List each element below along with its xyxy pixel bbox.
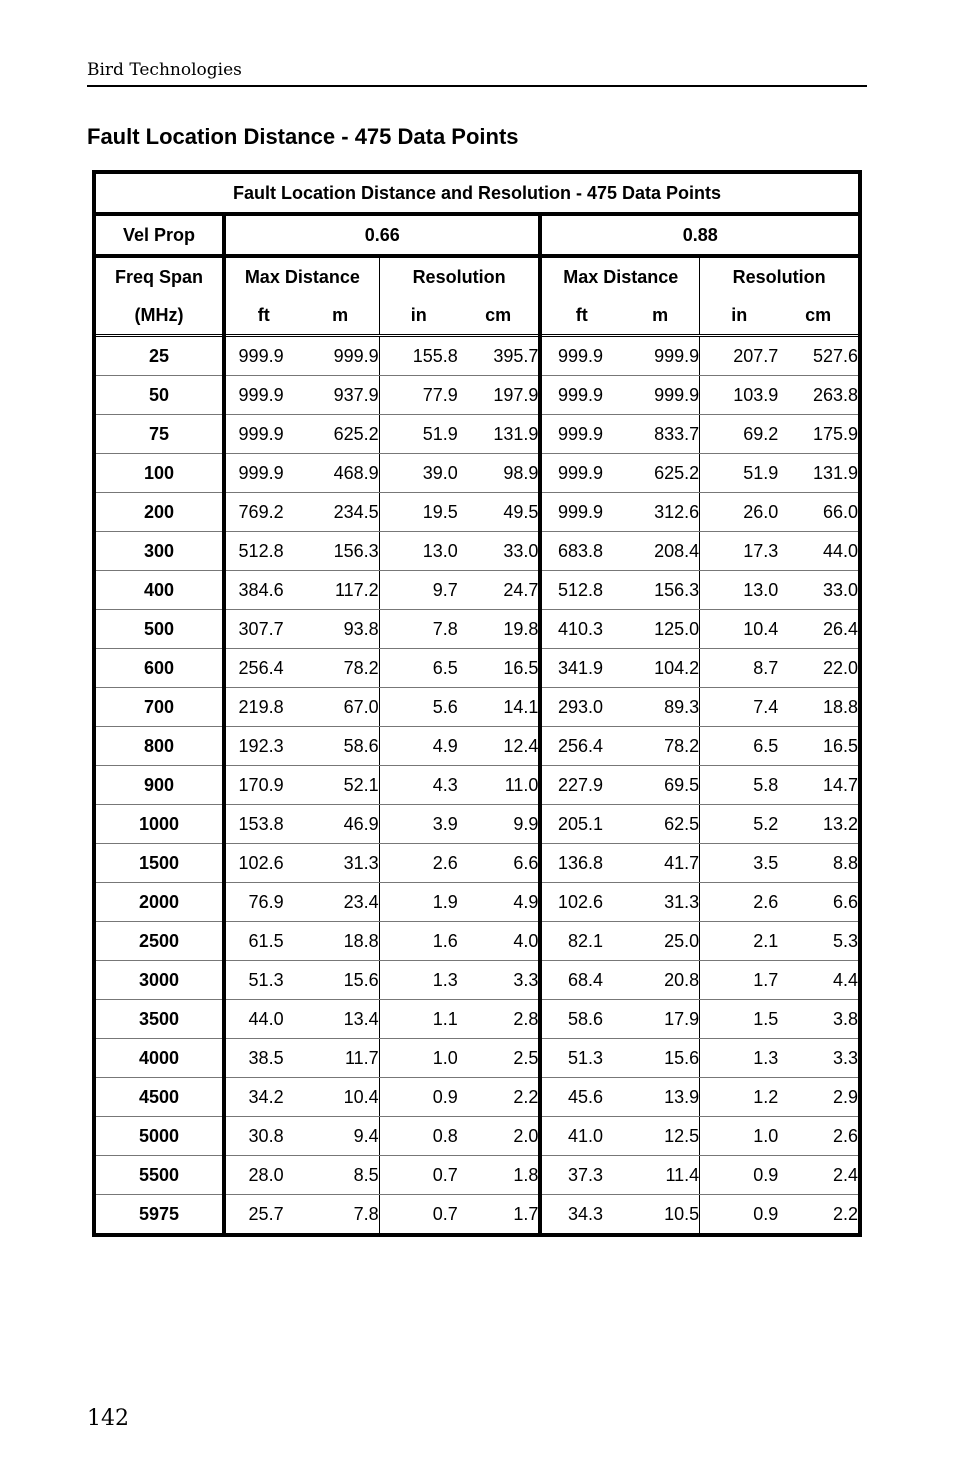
value-cell: 999.9 <box>540 376 621 415</box>
value-cell: 341.9 <box>540 649 621 688</box>
freq-cell: 3000 <box>94 961 224 1000</box>
table-row <box>94 493 860 532</box>
value-cell: 33.0 <box>458 532 541 571</box>
value-cell: 125.0 <box>621 610 700 649</box>
table-row <box>94 961 860 1000</box>
value-cell: 15.6 <box>302 961 380 1000</box>
table-row <box>94 415 860 454</box>
value-cell: 3.3 <box>778 1039 860 1078</box>
freq-cell: 100 <box>94 454 224 493</box>
value-cell: 227.9 <box>540 766 621 805</box>
freq-cell: 900 <box>94 766 224 805</box>
freq-cell: 5975 <box>94 1195 224 1236</box>
value-cell: 58.6 <box>540 1000 621 1039</box>
unit-label: cm <box>778 296 860 336</box>
value-cell: 8.5 <box>302 1156 380 1195</box>
group-label: Resolution <box>700 256 860 296</box>
value-cell: 11.0 <box>458 766 541 805</box>
value-cell: 1.2 <box>700 1078 779 1117</box>
table-row <box>94 1117 860 1156</box>
value-cell: 5.3 <box>778 922 860 961</box>
freq-cell: 4500 <box>94 1078 224 1117</box>
value-cell: 13.9 <box>621 1078 700 1117</box>
value-cell: 683.8 <box>540 532 621 571</box>
value-cell: 0.9 <box>379 1078 458 1117</box>
table-row <box>94 688 860 727</box>
value-cell: 156.3 <box>302 532 380 571</box>
value-cell: 9.4 <box>302 1117 380 1156</box>
value-cell: 58.6 <box>302 727 380 766</box>
value-cell: 395.7 <box>458 336 541 376</box>
value-cell: 7.8 <box>353 1203 379 1224</box>
unit-label: in <box>379 296 458 336</box>
value-cell: 68.4 <box>540 961 621 1000</box>
value-cell: 4.3 <box>379 766 458 805</box>
value-cell: 17.3 <box>700 532 779 571</box>
vel-prop-value: 0.88 <box>540 214 860 256</box>
value-cell: 192.3 <box>224 727 302 766</box>
value-cell: 4.0 <box>458 922 541 961</box>
value-cell: 49.5 <box>458 493 541 532</box>
value-cell: 2.9 <box>778 1078 860 1117</box>
value-cell: 67.0 <box>302 688 380 727</box>
table-row <box>94 649 860 688</box>
group-label: Max Distance <box>244 266 360 287</box>
freq-span-label: Freq Span <box>94 256 224 296</box>
value-cell: 1.5 <box>700 1000 779 1039</box>
value-cell: 999.9 <box>540 454 621 493</box>
value-cell: 625.2 <box>621 454 700 493</box>
value-cell: 0.9 <box>700 1195 779 1236</box>
value-cell: 5.8 <box>700 766 779 805</box>
value-cell: 205.1 <box>540 805 621 844</box>
value-cell: 10.5 <box>664 1203 700 1224</box>
value-cell: 6.5 <box>700 727 779 766</box>
value-cell: 12.5 <box>621 1117 700 1156</box>
value-cell: 6.6 <box>778 883 860 922</box>
value-cell: 999.9 <box>224 376 302 415</box>
table-row <box>94 1078 860 1117</box>
value-cell: 2.6 <box>379 844 458 883</box>
value-cell: 1.7 <box>458 1195 541 1236</box>
value-cell: 175.9 <box>778 415 860 454</box>
value-cell: 38.5 <box>224 1039 302 1078</box>
value-cell: 11.7 <box>302 1039 380 1078</box>
value-cell: 19.8 <box>458 610 541 649</box>
vel-prop-value: 0.66 <box>224 214 540 256</box>
value-cell: 41.0 <box>540 1117 621 1156</box>
value-cell: 78.2 <box>621 727 700 766</box>
fault-distance-table <box>92 170 862 1237</box>
value-cell: 1.1 <box>379 1000 458 1039</box>
value-cell: 23.4 <box>302 883 380 922</box>
value-cell: 0.7 <box>379 1156 458 1195</box>
value-cell: 13.4 <box>302 1000 380 1039</box>
table-row <box>94 805 860 844</box>
value-cell: 2.6 <box>700 883 779 922</box>
table-row <box>94 610 860 649</box>
value-cell: 22.0 <box>778 649 860 688</box>
value-cell: 999.9 <box>540 493 621 532</box>
value-cell: 170.9 <box>224 766 302 805</box>
value-cell: 207.7 <box>700 336 779 376</box>
value-cell: 0.8 <box>379 1117 458 1156</box>
value-cell: 12.4 <box>458 727 541 766</box>
value-cell: 1.6 <box>379 922 458 961</box>
value-cell: 208.4 <box>621 532 700 571</box>
unit-label: in <box>700 296 779 336</box>
value-cell: 15.6 <box>621 1039 700 1078</box>
value-cell: 51.3 <box>224 961 302 1000</box>
value-cell: 2.6 <box>778 1117 860 1156</box>
value-cell: 410.3 <box>540 610 621 649</box>
value-cell: 3.8 <box>778 1000 860 1039</box>
freq-cell: 4000 <box>94 1039 224 1078</box>
value-cell: 999.9 <box>621 336 700 376</box>
value-cell: 31.3 <box>621 883 700 922</box>
table-row <box>94 571 860 610</box>
value-cell: 13.0 <box>379 532 458 571</box>
value-cell: 999.9 <box>224 415 302 454</box>
value-cell: 25.0 <box>621 922 700 961</box>
table-row <box>94 532 860 571</box>
value-cell: 2.0 <box>458 1117 541 1156</box>
freq-cell: 1000 <box>94 805 224 844</box>
value-cell: 131.9 <box>458 415 541 454</box>
value-cell: 20.8 <box>621 961 700 1000</box>
value-cell: 769.2 <box>224 493 302 532</box>
freq-cell: 75 <box>94 415 224 454</box>
value-cell: 4.9 <box>458 883 541 922</box>
table-row <box>94 454 860 493</box>
value-cell: 0.7 <box>379 1195 458 1236</box>
value-cell: 18.8 <box>778 688 860 727</box>
table-caption: Fault Location Distance and Resolution - 475 Data Points <box>94 172 860 214</box>
freq-cell: 200 <box>94 493 224 532</box>
value-cell: 8.8 <box>778 844 860 883</box>
value-cell: 2.2 <box>832 1203 858 1224</box>
value-cell: 10.4 <box>700 610 779 649</box>
value-cell: 41.7 <box>621 844 700 883</box>
value-cell: 14.1 <box>458 688 541 727</box>
value-cell: 52.1 <box>302 766 380 805</box>
value-cell: 468.9 <box>302 454 380 493</box>
value-cell: 256.4 <box>540 727 621 766</box>
value-cell: 34.3 <box>568 1203 604 1224</box>
value-cell: 26.4 <box>778 610 860 649</box>
value-cell: 89.3 <box>621 688 700 727</box>
value-cell: 937.9 <box>302 376 380 415</box>
freq-cell: 25 <box>94 336 224 376</box>
value-cell: 39.0 <box>379 454 458 493</box>
running-header: Bird Technologies <box>87 60 242 80</box>
table-row <box>94 1156 860 1195</box>
value-cell: 1.0 <box>379 1039 458 1078</box>
freq-cell: 2500 <box>94 922 224 961</box>
value-cell: 103.9 <box>700 376 779 415</box>
value-cell: 999.9 <box>224 336 302 376</box>
value-cell: 6.5 <box>379 649 458 688</box>
value-cell: 1.9 <box>379 883 458 922</box>
unit-label: cm <box>458 296 541 336</box>
freq-cell: 2000 <box>94 883 224 922</box>
group-label: Resolution <box>379 256 540 296</box>
value-cell: 136.8 <box>540 844 621 883</box>
value-cell: 2.4 <box>778 1156 860 1195</box>
value-cell: 31.3 <box>302 844 380 883</box>
freq-cell: 1500 <box>94 844 224 883</box>
value-cell: 98.9 <box>458 454 541 493</box>
unit-label: ft <box>224 296 302 336</box>
value-cell: 999.9 <box>540 336 621 376</box>
value-cell: 30.8 <box>224 1117 302 1156</box>
value-cell: 263.8 <box>778 376 860 415</box>
value-cell: 131.9 <box>778 454 860 493</box>
value-cell: 833.7 <box>621 415 700 454</box>
table-row <box>94 1000 860 1039</box>
value-cell: 82.1 <box>540 922 621 961</box>
value-cell: 28.0 <box>224 1156 302 1195</box>
value-cell: 102.6 <box>540 883 621 922</box>
value-cell: 2.8 <box>458 1000 541 1039</box>
value-cell: 104.2 <box>621 649 700 688</box>
unit-label: m <box>621 296 700 336</box>
value-cell: 999.9 <box>621 376 700 415</box>
value-cell: 6.6 <box>458 844 541 883</box>
value-cell: 10.4 <box>302 1078 380 1117</box>
value-cell: 44.0 <box>778 532 860 571</box>
freq-cell: 50 <box>94 376 224 415</box>
value-cell: 0.9 <box>700 1156 779 1195</box>
value-cell: 4.9 <box>379 727 458 766</box>
value-cell: 312.6 <box>621 493 700 532</box>
value-cell: 46.9 <box>302 805 380 844</box>
value-cell: 16.5 <box>458 649 541 688</box>
unit-label: m <box>302 296 380 336</box>
value-cell: 1.3 <box>700 1039 779 1078</box>
value-cell: 197.9 <box>458 376 541 415</box>
value-cell: 76.9 <box>224 883 302 922</box>
value-cell: 45.6 <box>540 1078 621 1117</box>
value-cell: 3.9 <box>379 805 458 844</box>
value-cell: 14.7 <box>778 766 860 805</box>
value-cell: 19.5 <box>379 493 458 532</box>
freq-cell: 400 <box>94 571 224 610</box>
value-cell: 7.4 <box>700 688 779 727</box>
value-cell: 256.4 <box>224 649 302 688</box>
value-cell: 11.4 <box>621 1156 700 1195</box>
value-cell: 3.3 <box>458 961 541 1000</box>
value-cell: 4.4 <box>778 961 860 1000</box>
header-rule <box>87 85 867 87</box>
value-cell: 13.0 <box>700 571 779 610</box>
value-cell: 34.2 <box>224 1078 302 1117</box>
freq-unit-label: (MHz) <box>94 296 224 336</box>
value-cell: 1.0 <box>700 1117 779 1156</box>
freq-cell: 500 <box>94 610 224 649</box>
value-cell: 5.2 <box>700 805 779 844</box>
table-row <box>94 922 860 961</box>
value-cell: 26.0 <box>700 493 779 532</box>
value-cell: 16.5 <box>778 727 860 766</box>
value-cell: 153.8 <box>224 805 302 844</box>
value-cell: 61.5 <box>224 922 302 961</box>
value-cell: 9.7 <box>379 571 458 610</box>
freq-cell: 800 <box>94 727 224 766</box>
value-cell: 293.0 <box>540 688 621 727</box>
value-cell: 625.2 <box>302 415 380 454</box>
value-cell: 155.8 <box>379 336 458 376</box>
value-cell: 18.8 <box>302 922 380 961</box>
group-label: Max Distance <box>563 266 679 287</box>
table-row <box>94 376 860 415</box>
value-cell: 24.7 <box>458 571 541 610</box>
value-cell: 62.5 <box>621 805 700 844</box>
table-row <box>94 1195 860 1236</box>
value-cell: 51.3 <box>540 1039 621 1078</box>
value-cell: 25.7 <box>248 1203 284 1224</box>
table-row <box>94 727 860 766</box>
value-cell: 17.9 <box>621 1000 700 1039</box>
value-cell: 512.8 <box>224 532 302 571</box>
freq-cell: 5000 <box>94 1117 224 1156</box>
value-cell: 5.6 <box>379 688 458 727</box>
freq-cell: 700 <box>94 688 224 727</box>
value-cell: 93.8 <box>302 610 380 649</box>
value-cell: 7.8 <box>379 610 458 649</box>
freq-cell: 3500 <box>94 1000 224 1039</box>
value-cell: 999.9 <box>540 415 621 454</box>
vel-prop-label: Vel Prop <box>94 214 224 256</box>
value-cell: 2.2 <box>458 1078 541 1117</box>
value-cell: 1.7 <box>700 961 779 1000</box>
value-cell: 999.9 <box>302 336 380 376</box>
table-row <box>94 766 860 805</box>
value-cell: 999.9 <box>224 454 302 493</box>
table-row <box>94 1039 860 1078</box>
value-cell: 219.8 <box>224 688 302 727</box>
freq-cell: 300 <box>94 532 224 571</box>
value-cell: 8.7 <box>700 649 779 688</box>
value-cell: 69.2 <box>700 415 779 454</box>
value-cell: 117.2 <box>302 571 380 610</box>
table-row <box>94 336 860 376</box>
value-cell: 2.5 <box>458 1039 541 1078</box>
value-cell: 3.5 <box>700 844 779 883</box>
value-cell: 234.5 <box>302 493 380 532</box>
table-row <box>94 844 860 883</box>
value-cell: 77.9 <box>379 376 458 415</box>
value-cell: 1.3 <box>379 961 458 1000</box>
value-cell: 13.2 <box>778 805 860 844</box>
value-cell: 384.6 <box>224 571 302 610</box>
value-cell: 156.3 <box>621 571 700 610</box>
table-row <box>94 883 860 922</box>
value-cell: 37.3 <box>540 1156 621 1195</box>
value-cell: 78.2 <box>302 649 380 688</box>
value-cell: 102.6 <box>224 844 302 883</box>
section-title: Fault Location Distance - 475 Data Points <box>87 124 519 149</box>
value-cell: 2.1 <box>700 922 779 961</box>
value-cell: 512.8 <box>540 571 621 610</box>
value-cell: 51.9 <box>700 454 779 493</box>
value-cell: 527.6 <box>778 336 860 376</box>
unit-label: ft <box>540 296 621 336</box>
value-cell: 66.0 <box>778 493 860 532</box>
value-cell: 44.0 <box>224 1000 302 1039</box>
value-cell: 307.7 <box>224 610 302 649</box>
page-number: 142 <box>87 1406 129 1431</box>
freq-cell: 5500 <box>94 1156 224 1195</box>
freq-cell: 600 <box>94 649 224 688</box>
value-cell: 51.9 <box>379 415 458 454</box>
value-cell: 69.5 <box>621 766 700 805</box>
value-cell: 9.9 <box>458 805 541 844</box>
value-cell: 1.8 <box>458 1156 541 1195</box>
value-cell: 33.0 <box>778 571 860 610</box>
